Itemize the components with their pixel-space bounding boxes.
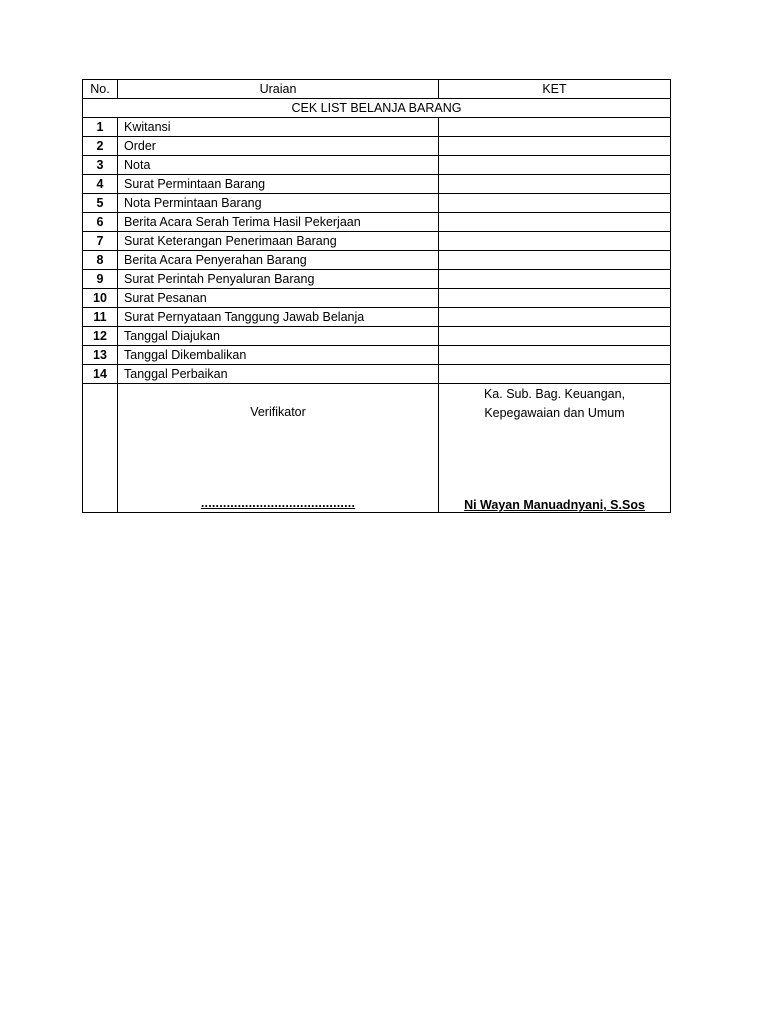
signature-row <box>83 384 671 513</box>
row-uraian: Nota Permintaan Barang <box>118 194 439 213</box>
signature-blank-cell <box>83 384 118 513</box>
row-number: 4 <box>83 175 118 194</box>
row-number: 2 <box>83 137 118 156</box>
row-number: 5 <box>83 194 118 213</box>
row-number: 10 <box>83 289 118 308</box>
row-uraian: Tanggal Perbaikan <box>118 365 439 384</box>
table-row <box>83 365 671 384</box>
row-uraian: Surat Keterangan Penerimaan Barang <box>118 232 439 251</box>
verifikator-cell <box>118 384 439 513</box>
row-number: 8 <box>83 251 118 270</box>
row-ket <box>439 308 671 327</box>
row-ket <box>439 213 671 232</box>
table-row <box>83 346 671 365</box>
verifikator-box <box>118 384 438 512</box>
row-ket <box>439 194 671 213</box>
table-row <box>83 270 671 289</box>
row-uraian: Berita Acara Serah Terima Hasil Pekerjaan <box>118 213 439 232</box>
row-number: 14 <box>83 365 118 384</box>
head-signature-cell <box>439 384 671 513</box>
table-row <box>83 251 671 270</box>
table-row <box>83 156 671 175</box>
row-number: 12 <box>83 327 118 346</box>
section-title-row <box>83 99 671 118</box>
table-row <box>83 308 671 327</box>
checklist-sheet <box>82 79 670 513</box>
row-uraian: Surat Pesanan <box>118 289 439 308</box>
table-row <box>83 327 671 346</box>
row-uraian: Tanggal Dikembalikan <box>118 346 439 365</box>
row-ket <box>439 270 671 289</box>
row-number: 13 <box>83 346 118 365</box>
row-uraian: Nota <box>118 156 439 175</box>
row-number: 1 <box>83 118 118 137</box>
table-row <box>83 137 671 156</box>
row-uraian: Kwitansi <box>118 118 439 137</box>
row-number: 3 <box>83 156 118 175</box>
table-row <box>83 175 671 194</box>
row-ket <box>439 251 671 270</box>
header-ket: KET <box>439 80 671 99</box>
table-row <box>83 194 671 213</box>
row-uraian: Order <box>118 137 439 156</box>
row-number: 11 <box>83 308 118 327</box>
verifikator-label: Verifikator <box>250 405 306 419</box>
row-ket <box>439 289 671 308</box>
head-title-line2: Kepegawaian dan Umum <box>484 406 625 420</box>
table-row <box>83 289 671 308</box>
row-uraian: Surat Permintaan Barang <box>118 175 439 194</box>
header-row <box>83 80 671 99</box>
table-row <box>83 232 671 251</box>
row-ket <box>439 346 671 365</box>
row-ket <box>439 365 671 384</box>
section-title: CEK LIST BELANJA BARANG <box>83 99 671 118</box>
checklist-table <box>82 79 671 513</box>
row-ket <box>439 156 671 175</box>
head-signature-box <box>439 384 670 512</box>
verifikator-signature-line: .......................................... <box>200 496 356 510</box>
head-title-line1: Ka. Sub. Bag. Keuangan, <box>483 387 626 401</box>
row-ket <box>439 118 671 137</box>
row-number: 6 <box>83 213 118 232</box>
row-ket <box>439 137 671 156</box>
row-ket <box>439 232 671 251</box>
header-uraian: Uraian <box>118 80 439 99</box>
row-number: 9 <box>83 270 118 289</box>
row-uraian: Surat Perintah Penyaluran Barang <box>118 270 439 289</box>
row-ket <box>439 327 671 346</box>
head-name: Ni Wayan Manuadnyani, S.Sos <box>464 498 645 512</box>
table-row <box>83 118 671 137</box>
row-number: 7 <box>83 232 118 251</box>
table-row <box>83 213 671 232</box>
row-ket <box>439 175 671 194</box>
row-uraian: Berita Acara Penyerahan Barang <box>118 251 439 270</box>
row-uraian: Tanggal Diajukan <box>118 327 439 346</box>
header-no: No. <box>83 80 118 99</box>
row-uraian: Surat Pernyataan Tanggung Jawab Belanja <box>118 308 439 327</box>
